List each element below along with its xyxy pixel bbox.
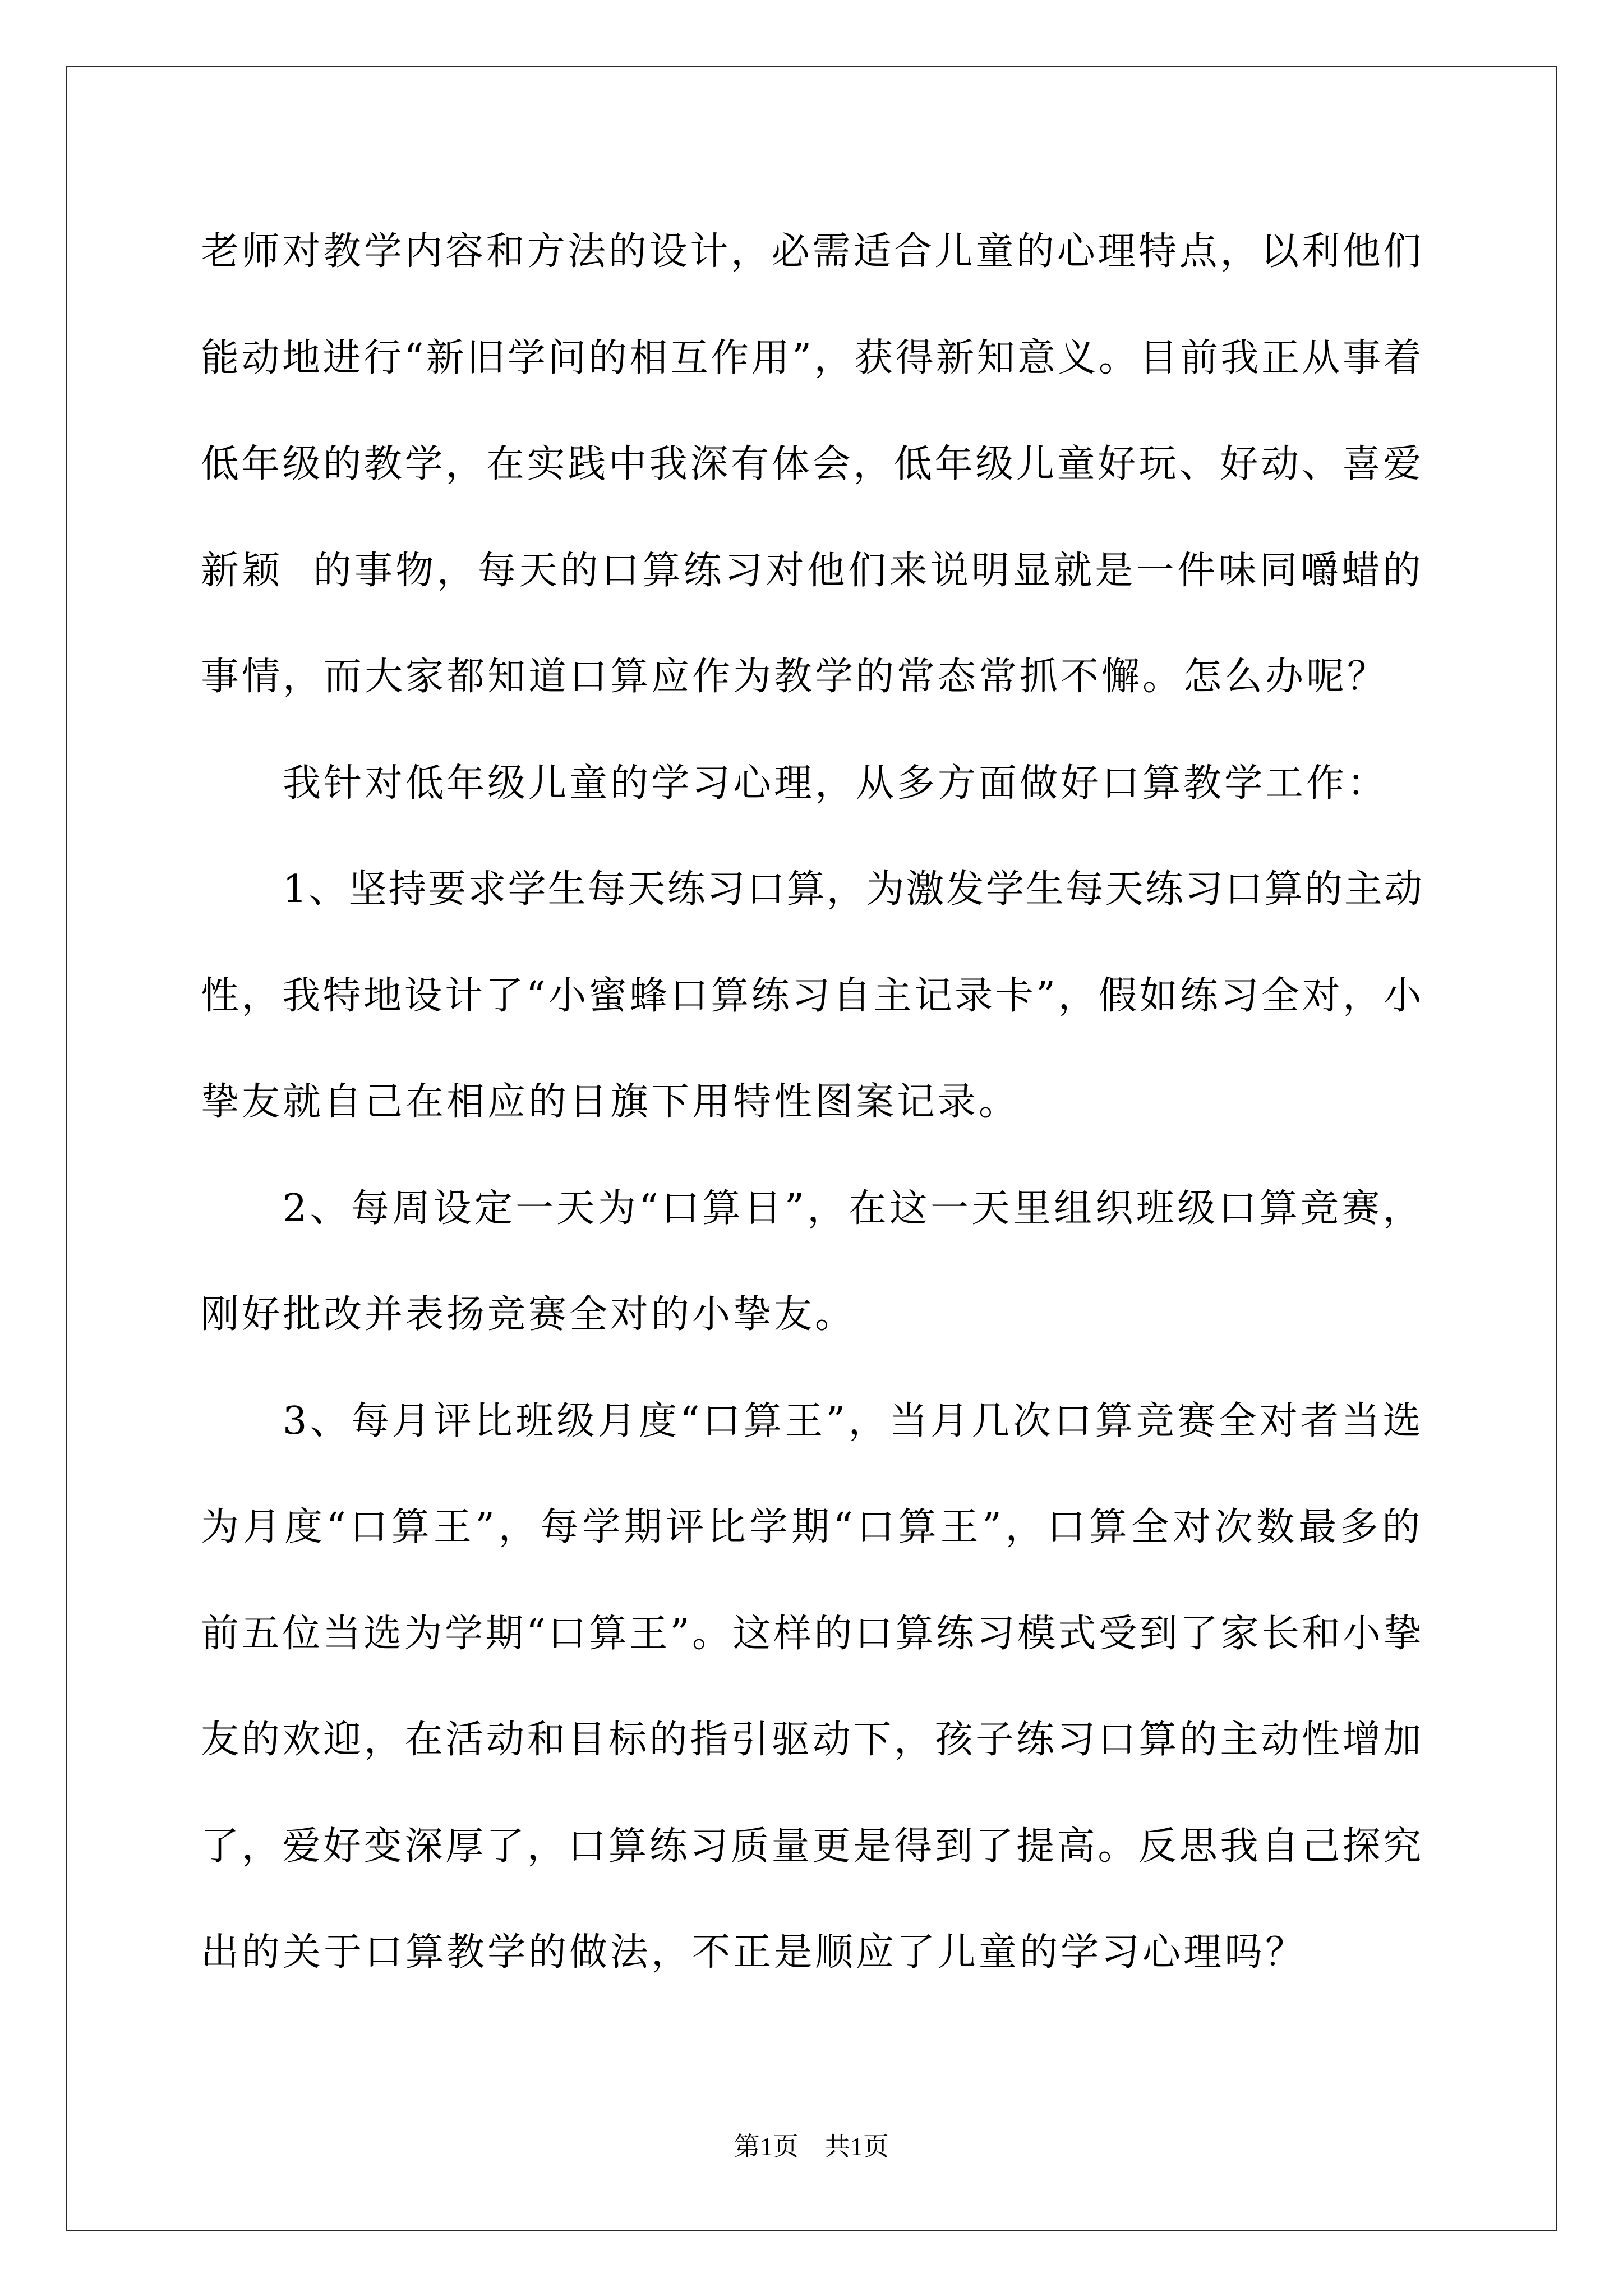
text-line: 出的关于口算教学的做法，不正是顺应了儿童的学习心理吗？ — [201, 1930, 1307, 1975]
text-line: 老师对教学内容和方法的设计，必需适合儿童的心理特点，以利他们 — [201, 229, 1424, 274]
paragraph-4 — [201, 1156, 1424, 1368]
text-line: 2、每周设定一天为“口算日”，在这一天里组织班级口算竞赛， — [283, 1186, 1424, 1231]
page-number-footer: 第1页 共1页 — [734, 2132, 889, 2161]
text-line: 1、坚持要求学生每天练习口算，为激发学生每天练习口算的主动 — [283, 867, 1424, 912]
text-line: 为月度“口算王”，每学期评比学期“口算王”，口算全对次数最多的 — [201, 1505, 1424, 1549]
text-line: 挚友就自己在相应的日旗下用特性图案记录。 — [201, 1080, 1020, 1124]
paragraph-3 — [201, 836, 1424, 1156]
text-line: 低年级的教学，在实践中我深有体会，低年级儿童好玩、好动、喜爱 — [201, 442, 1424, 486]
document-body — [201, 199, 1424, 2006]
text-line: 刚好批改并表扬竞赛全对的小挚友。 — [201, 1292, 856, 1337]
text-line: 友的欢迎，在活动和目标的指引驱动下，孩子练习口算的主动性增加 — [201, 1718, 1424, 1762]
text-line: 我针对低年级儿童的学习心理，从多方面做好口算教学工作： — [283, 761, 1389, 806]
text-line: 3、每月评比班级月度“口算王”，当月几次口算竞赛全对者当选 — [283, 1398, 1424, 1443]
paragraph-1 — [201, 199, 1424, 730]
text-line: 新颖 的事物，每天的口算练习对他们来说明显就是一件味同嚼蜡的 — [201, 548, 1424, 593]
text-line: 了，爱好变深厚了，口算练习质量更是得到了提高。反思我自己探究 — [201, 1824, 1424, 1869]
paragraph-5 — [201, 1368, 1424, 2006]
paragraph-2 — [201, 730, 1424, 837]
text-line: 能动地进行“新旧学问的相互作用”，获得新知意义。目前我正从事着 — [201, 335, 1424, 380]
text-line: 事情，而大家都知道口算应作为教学的常态常抓不懈。怎么办呢？ — [201, 655, 1389, 699]
text-line: 前五位当选为学期“口算王”。这样的口算练习模式受到了家长和小挚 — [201, 1611, 1424, 1656]
text-line: 性，我特地设计了“小蜜蜂口算练习自主记录卡”，假如练习全对，小 — [201, 973, 1424, 1018]
